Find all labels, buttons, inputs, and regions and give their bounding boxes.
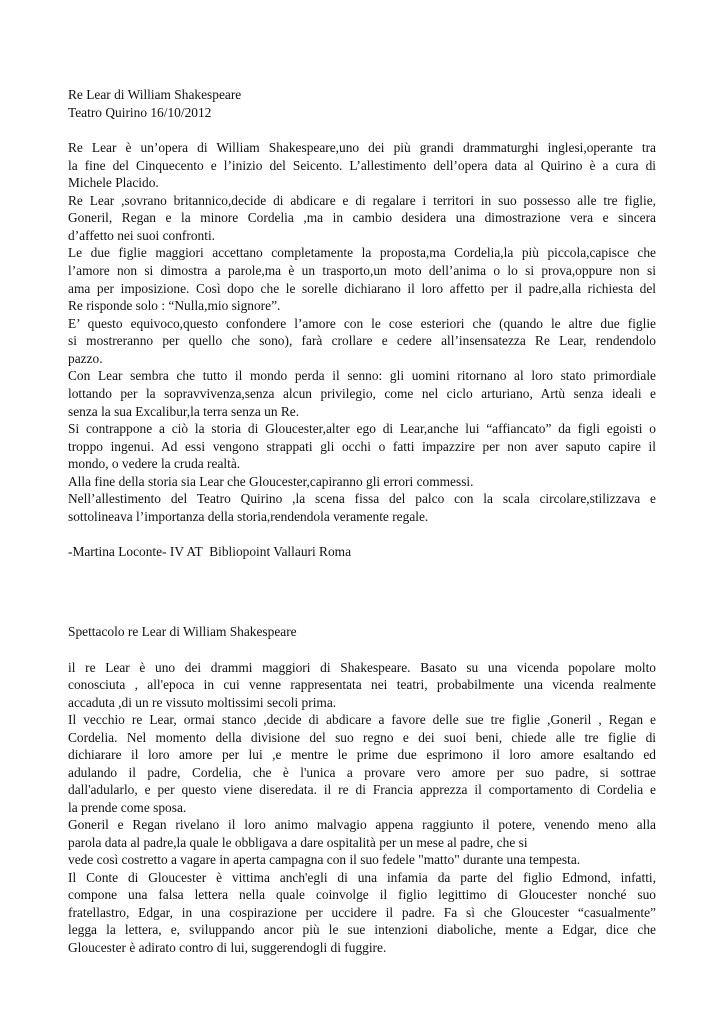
article2-line: parola data al padre,la quale le obbligava a dare ospitalità per un mese al padre, che si (68, 835, 528, 850)
article2-line: Goneril e Regan rivelano il loro animo malvagio appena raggiunto il potere, venendo meno alla (68, 817, 656, 832)
article1-line: sottolineava l’importanza della storia,rendendola veramente regale. (68, 509, 429, 524)
article2-line: conosciuta , all'epoca in cui venne rappresentata nei teatri, probabilmente una vicenda realmente (68, 677, 656, 692)
article1-title: Re Lear di William Shakespeare (68, 87, 242, 102)
article1-line: Le due figlie maggiori accettano completamente la proposta,ma Cordelia,la più piccola,capisce che (68, 245, 656, 260)
article1-line: troppo ingenui. Ad essi vengono strappati gli occhi o fatti impazzire per non aver saputo capire il (68, 439, 656, 454)
article1-line: d’affetto nei suoi confronti. (68, 228, 216, 243)
article2-line: adulando il padre, Cordelia, che è l'unica a provare vero amore per suo padre, si sottrae (68, 765, 656, 780)
article1-line: l’amore non si dimostra a parole,ma è un trasporto,un moto dell’anima o lo si prova,oppure non si (68, 263, 656, 278)
article2-line: fratellastro, Edgar, in una cospirazione per uccidere il padre. Fa sì che Gloucester “casualmente” (68, 905, 656, 920)
article1-line: la fine del Cinquecento e l’inizio del Seicento. L’allestimento dell’opera data al Quirino è a cura di (68, 158, 656, 173)
article2-line: Cordelia. Nel momento della divisione del suo regno e dei suoi beni, chiede alle tre figlie di (68, 730, 656, 745)
article1-line: pazzo. (68, 351, 103, 366)
article1-signature: -Martina Loconte- IV AT Bibliopoint Vallauri Roma (68, 544, 352, 559)
article1-line: ama per imposizione. Così dopo che le sorelle dichiarano il loro affetto per il padre,alla richiesta del (68, 281, 656, 296)
article1-line: Re risponde solo : “Nulla,mio signore”. (68, 298, 281, 313)
article2-line: vede così costretto a vagare in aperta campagna con il suo fedele "matto" durante una tempesta. (68, 852, 581, 867)
article2-line: Il vecchio re Lear, ormai stanco ,decide di abdicare a favore delle sue tre figlie ,Goneril , Regan e (68, 712, 656, 727)
article1-line: Re Lear è un’opera di William Shakespeare,uno dei più grandi drammaturghi inglesi,operante tra (68, 140, 656, 155)
article1-line: Nell’allestimento del Teatro Quirino ,la scena fissa del palco con la scala circolare,stilizzava e (68, 491, 656, 506)
article1-line: senza la sua Excalibur,la terra senza un Re. (68, 404, 300, 419)
article1-line: mondo, o vedere la cruda realtà. (68, 456, 241, 471)
article2-line: la prende come sposa. (68, 800, 187, 815)
article1-line: Si contrappone a ciò la storia di Gloucester,alter ego di Lear,anche lui “affiancato” da figli egoisti o (68, 421, 656, 436)
article2-line: Il Conte di Gloucester è vittima anch'egli di una infamia da parte del figlio Edmond, infatti, (68, 870, 656, 885)
article1-line: lottando per la sopravvivenza,senza alcun privilegio, come nel ciclo arturiano, Artù senza ideali e (68, 386, 656, 401)
article2-line: il re Lear è uno dei drammi maggiori di Shakespeare. Basato su una vicenda popolare molto (68, 660, 656, 675)
article2-line: accaduta ,di un re vissuto moltissimi secoli prima. (68, 695, 337, 710)
article2-line: dall'adularlo, e per questo viene diseredata. il re di Francia apprezza il comportamento di Cordelia e (68, 782, 656, 797)
article1-line: E’ questo equivoco,questo confondere l’amore con le cose esteriori che (quando le altre due figlie (68, 316, 656, 331)
article1-line: Goneril, Regan e la minore Cordelia ,ma in cambio desidera una dimostrazione vera e sincera (68, 210, 656, 225)
article1-line: si mostreranno per quello che sono), farà crollare e cedere all’insensatezza Re Lear, rendendolo (68, 333, 656, 348)
article1-line: Con Lear sembra che tutto il mondo perda il senno: gli uomini ritornano al loro stato primordiale (68, 368, 656, 383)
article2-title: Spettacolo re Lear di William Shakespeare (68, 624, 297, 639)
article2-line: dichiarare il loro amore per lui ,e mentre le prime due esprimono il loro amore esaltando ed (68, 747, 656, 762)
article2-line: Gloucester è adirato contro di lui, suggerendogli di fuggire. (68, 940, 387, 955)
article2-line: compone una falsa lettera nella quale coinvolge il figlio legittimo di Gloucester nonché suo (68, 887, 656, 902)
article1-venue-date: Teatro Quirino 16/10/2012 (68, 105, 212, 120)
article1-line: Michele Placido. (68, 175, 159, 190)
article1-line: Alla fine della storia sia Lear che Gloucester,capiranno gli errori commessi. (68, 474, 474, 489)
article2-line: legga la lettera, e, sviluppando ancor più le sue intenzioni diaboliche, mente a Edgar, dice che (68, 922, 656, 937)
article1-line: Re Lear ,sovrano britannico,decide di abdicare e di regalare i territori in suo possesso alle tre figlie, (68, 193, 656, 208)
